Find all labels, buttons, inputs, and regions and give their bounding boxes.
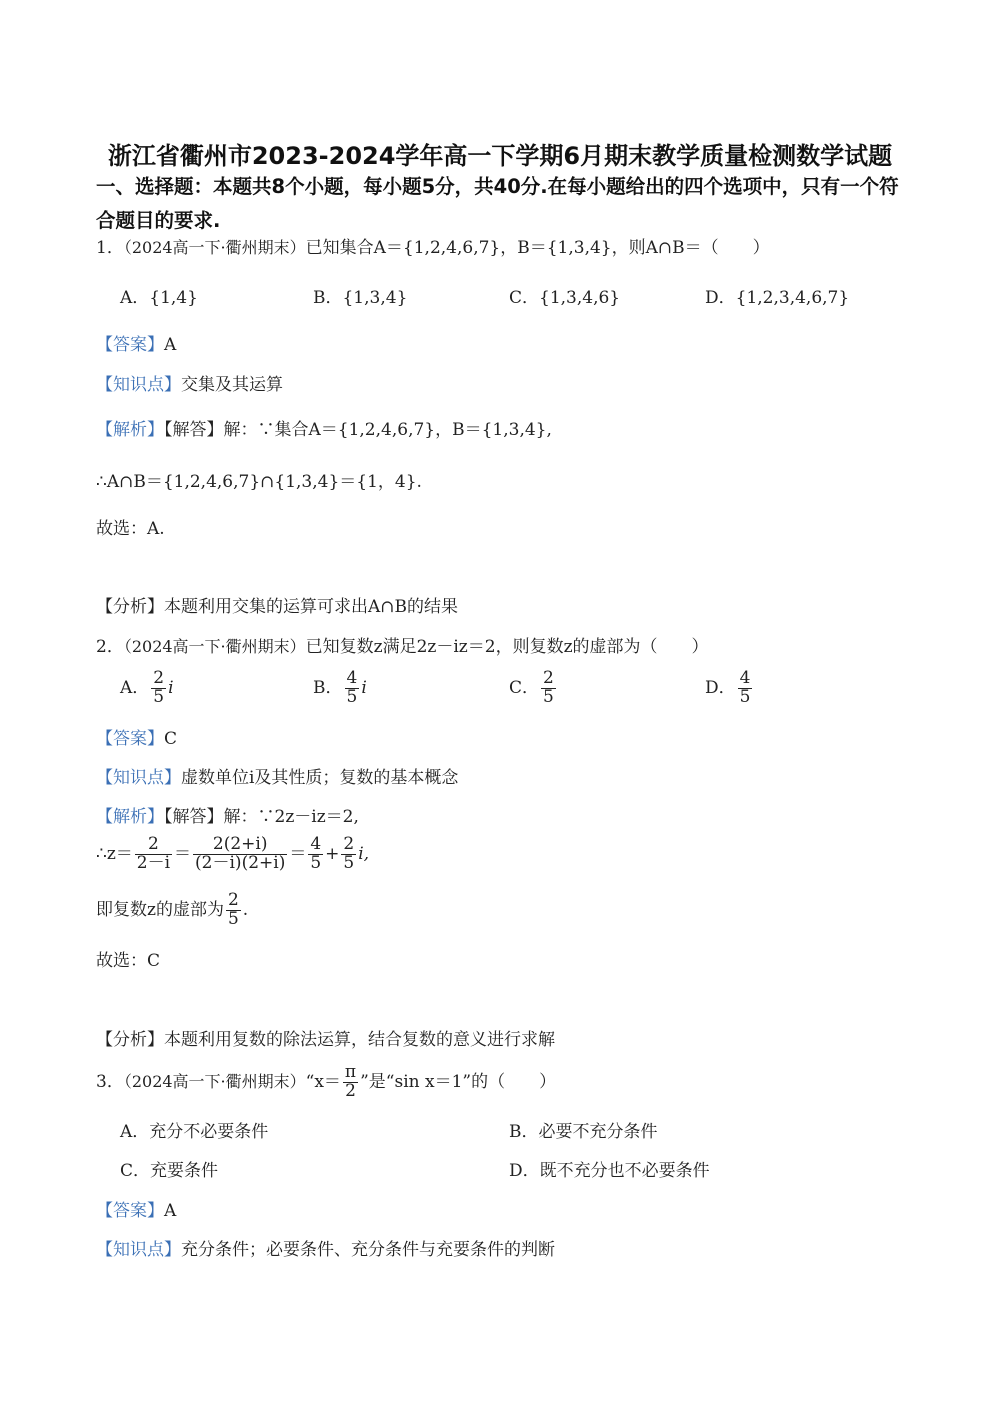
question-text: 已知集合A＝{1,2,4,6,7}，B＝{1,3,4}，则A∩B＝（ ）: [305, 238, 770, 258]
question-number: 1．: [96, 238, 124, 258]
fraction-numerator: 4: [346, 668, 358, 688]
fraction-3: [308, 836, 323, 873]
fraction-numerator: 4: [310, 834, 322, 854]
question-source: （2024高一下·衢州期末）: [123, 1071, 306, 1091]
option-fraction: [151, 670, 166, 707]
knowledge-label: 【知识点】: [96, 375, 181, 395]
answer-value: A: [164, 335, 177, 355]
q2-option-a: [120, 670, 174, 707]
question-number: 2．: [96, 637, 124, 657]
fraction-numerator: 2(2+i): [193, 836, 287, 855]
q3-option-d: D．既不充分也不必要条件: [509, 1161, 710, 1181]
fraction-denominator: 5: [346, 686, 358, 707]
option-letter: B．: [313, 677, 343, 698]
answer-value: C: [164, 729, 178, 749]
option-letter: D．: [705, 677, 736, 698]
solution-text: 解：∵2z－iz＝2,: [223, 807, 359, 827]
imaginary-unit: i: [168, 677, 174, 698]
question-3-stem: [96, 1064, 556, 1101]
question-1-stem: [96, 236, 770, 260]
commentary-label: 【分析】: [96, 597, 164, 617]
q2-option-c: [509, 670, 558, 707]
question-text: 已知复数z满足2z－iz＝2，则复数z的虚部为（ ）: [305, 637, 709, 657]
fraction-numerator: 2: [343, 834, 355, 854]
option-fraction: [541, 670, 556, 707]
fraction-numerator: π: [344, 1062, 357, 1082]
fraction-numerator: 2: [227, 890, 239, 910]
option-letter: A．: [120, 677, 150, 698]
option-letter: C．: [509, 677, 540, 698]
knowledge-label: 【知识点】: [96, 768, 181, 788]
fraction-2: [193, 836, 287, 873]
q2-solution-line-3: 即复数z的虚部为 $\frac{2}{5}$ .: [96, 890, 249, 929]
q1-solution-line-2: ∴A∩B＝{1,2,4,6,7}∩{1,3,4}＝{1，4}.: [96, 472, 422, 492]
fraction-denominator: (2－i)(2+i): [195, 852, 286, 873]
section-heading: 一、选择题：本题共8个小题，每小题5分，共40分.在每小题给出的四个选项中，只有一个符合题目的要求.: [96, 175, 899, 232]
q2-solution-line-2: ∴z＝ $\frac{2}{2-i}$ ＝ $\frac{2(2+i)}{(2-i)(2+i)}$ ＝ $\frac{4}{5}$ + $\frac{2}{5}$ i,: [96, 834, 370, 873]
fraction-4: [341, 836, 356, 873]
q2-option-d: [705, 670, 754, 707]
q2-knowledge: [96, 766, 458, 790]
question-text-pre: “x＝: [305, 1071, 341, 1092]
q2-solution-line-4: 故选：C: [96, 951, 161, 971]
q1-solution-line-1: [96, 418, 552, 442]
question-source: （2024高一下·衢州期末）: [123, 637, 306, 656]
analysis-label: 【解析】: [96, 420, 164, 440]
answer-label: 【答案】: [96, 1201, 164, 1221]
fraction-numerator: 4: [739, 668, 751, 688]
fraction-denominator: 5: [343, 852, 355, 873]
q2-commentary: [96, 1028, 555, 1052]
commentary-text: 本题利用复数的除法运算，结合复数的意义进行求解: [164, 1030, 555, 1050]
q3-answer: [96, 1199, 176, 1223]
fraction-1: [135, 836, 172, 873]
fraction-denominator: 5: [153, 686, 165, 707]
q3-option-b: B．必要不充分条件: [509, 1122, 658, 1142]
answer-value: A: [164, 1201, 177, 1221]
commentary-label: 【分析】: [96, 1030, 164, 1050]
fraction-denominator: 5: [310, 852, 322, 873]
fraction-denominator: 2: [345, 1080, 356, 1101]
question-number: 3．: [96, 1071, 124, 1092]
q1-solution-line-3: 故选：A.: [96, 519, 165, 539]
question-2-stem: [96, 635, 709, 659]
question-source: （2024高一下·衢州期末）: [123, 238, 306, 257]
q1-option-d: D．{1,2,3,4,6,7}: [705, 288, 850, 308]
q1-commentary: [96, 595, 458, 619]
answer-label: 【答案】: [96, 729, 164, 749]
fraction-denominator: 2－i: [136, 852, 171, 873]
q3-option-a: A．充分不必要条件: [120, 1122, 269, 1142]
solution-prefix: 即复数z的虚部为: [96, 899, 224, 920]
knowledge-text: 虚数单位i及其性质；复数的基本概念: [181, 768, 459, 788]
pi-over-2-fraction: [343, 1064, 358, 1101]
q2-answer: [96, 727, 177, 751]
option-fraction: [738, 670, 753, 707]
question-text-post: ”是“sin x＝1”的（ ）: [360, 1071, 557, 1092]
fraction: [226, 892, 241, 929]
knowledge-label: 【知识点】: [96, 1240, 181, 1260]
answer-label: 【答案】: [96, 335, 164, 355]
fraction-numerator: 2: [543, 668, 554, 688]
q1-knowledge: [96, 373, 283, 397]
q1-option-a: A．{1,4}: [120, 288, 198, 308]
option-fraction: [345, 670, 360, 707]
q3-option-c: C．充要条件: [120, 1161, 219, 1181]
solution-label: 【解答】: [164, 420, 224, 440]
fraction-numerator: 2: [135, 836, 172, 855]
solution-prefix: ∴z＝: [96, 843, 133, 864]
q1-answer: [96, 333, 176, 357]
commentary-text: 本题利用交集的运算可求出A∩B的结果: [164, 597, 459, 617]
fraction-numerator: 2: [153, 668, 165, 688]
q1-option-b: B．{1,3,4}: [313, 288, 408, 308]
knowledge-text: 充分条件；必要条件、充分条件与充要条件的判断: [181, 1240, 555, 1260]
solution-label: 【解答】: [164, 807, 224, 827]
imaginary-unit: i: [361, 677, 367, 698]
q1-option-c: C．{1,3,4,6}: [509, 288, 621, 308]
q2-option-b: [313, 670, 367, 707]
solution-text: 解：∵集合A＝{1,2,4,6,7}，B＝{1,3,4},: [223, 420, 552, 440]
fraction-denominator: 5: [739, 686, 751, 707]
page-title: 浙江省衢州市2023-2024学年高一下学期6月期末教学质量检测数学试题: [107, 142, 893, 170]
knowledge-text: 交集及其运算: [181, 375, 283, 395]
fraction-denominator: 5: [227, 908, 239, 929]
solution-tail: i,: [358, 843, 370, 864]
analysis-label: 【解析】: [96, 807, 164, 827]
q2-solution-line-1: [96, 805, 359, 829]
fraction-denominator: 5: [543, 686, 554, 707]
q3-knowledge: [96, 1238, 555, 1262]
